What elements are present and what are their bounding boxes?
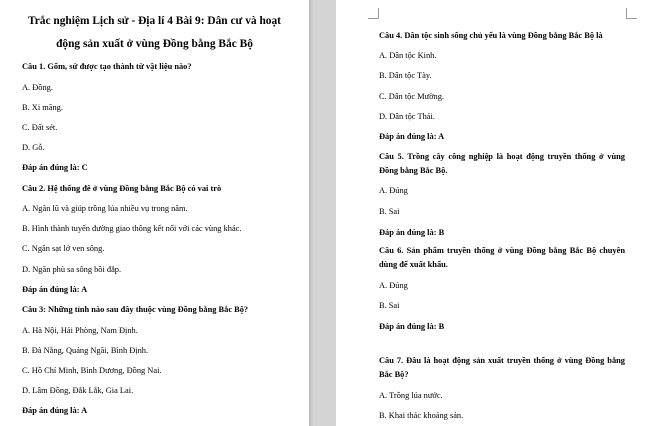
answer-3: Đáp án đúng là: A (22, 406, 88, 415)
question-3: Câu 3: Những tỉnh nào sau đây thuộc vùng Đồng bằng Bắc Bộ? (22, 305, 249, 314)
question-4: Câu 4. Dân tộc sinh sống chủ yếu là vùng Đồng bằng Bắc Bộ là (379, 31, 603, 40)
document-title-line-1: Trắc nghiệm Lịch sử - Địa lí 4 Bài 9: Dân cư và hoạt (28, 15, 281, 27)
question-1: Câu 1. Gốm, sứ được tạo thành từ vật liệu nào? (22, 62, 192, 71)
document-page-right (336, 0, 650, 426)
question-7: Câu 7. Đâu là hoạt động sản xuất truyền thống ở vùng Đồng bằng Bắc Bộ? (379, 356, 625, 379)
crop-mark-top-right (626, 8, 637, 19)
question-5: Câu 5. Trồng cây công nghiệp là hoạt động truyền thống ở vùng Đồng bằng Bắc Bộ. (379, 152, 625, 175)
answer-2: Đáp án đúng là: A (22, 285, 88, 294)
option-2a: A. Ngăn lũ và giúp trồng lúa nhiều vụ trong năm. (22, 204, 188, 213)
option-7b: B. Khai thác khoáng sản. (379, 411, 464, 420)
option-1a: A. Đồng. (22, 83, 53, 92)
option-2c: C. Ngăn sạt lở ven sông. (22, 244, 105, 253)
option-1c: C. Đất sét. (22, 123, 58, 132)
page-gap-shadow (309, 0, 313, 426)
option-4a: A. Dân tộc Kinh. (379, 51, 437, 60)
option-4d: D. Dân tộc Thái. (379, 112, 435, 121)
crop-mark-top-left (368, 8, 379, 19)
option-4b: B. Dân tộc Tày. (379, 71, 432, 80)
option-5a: A. Đúng (379, 186, 408, 195)
option-6b: B. Sai (379, 301, 400, 310)
option-4c: C. Dân tộc Mường. (379, 92, 445, 101)
option-3d: D. Lâm Đồng, Đắk Lắk, Gia Lai. (22, 386, 134, 395)
document-title-line-2: động sản xuất ở vùng Đồng bằng Bắc Bộ (56, 38, 253, 50)
option-1b: B. Xi măng. (22, 103, 63, 112)
document-page-left (0, 0, 309, 426)
option-3b: B. Đà Nẵng, Quảng Ngãi, Bình Định. (22, 346, 149, 355)
answer-5: Đáp án đúng là: B (379, 228, 445, 237)
answer-1: Đáp án đúng là: C (22, 163, 88, 172)
option-2d: D. Ngăn phù sa sông bồi đắp. (22, 265, 122, 274)
option-2b: B. Hình thành tuyến đường giao thông kết nối với các vùng khác. (22, 224, 242, 233)
answer-4: Đáp án đúng là: A (379, 132, 445, 141)
option-6a: A. Đúng (379, 281, 408, 290)
question-6: Câu 6. Sản phẩm truyền thống ở vùng Đồng bằng Bắc Bộ chuyên dùng để xuất khẩu. (379, 246, 625, 269)
option-3c: C. Hồ Chí Minh, Bình Dương, Đồng Nai. (22, 366, 162, 375)
option-1d: D. Gỗ. (22, 143, 45, 152)
answer-6: Đáp án đúng là: B (379, 322, 445, 331)
option-5b: B. Sai (379, 207, 400, 216)
question-2: Câu 2. Hệ thống đê ở vùng Đồng bằng Bắc Bộ có vai trò (22, 184, 222, 193)
option-3a: A. Hà Nội, Hải Phòng, Nam Định. (22, 326, 138, 335)
option-7a: A. Trồng lúa nước. (379, 391, 443, 400)
